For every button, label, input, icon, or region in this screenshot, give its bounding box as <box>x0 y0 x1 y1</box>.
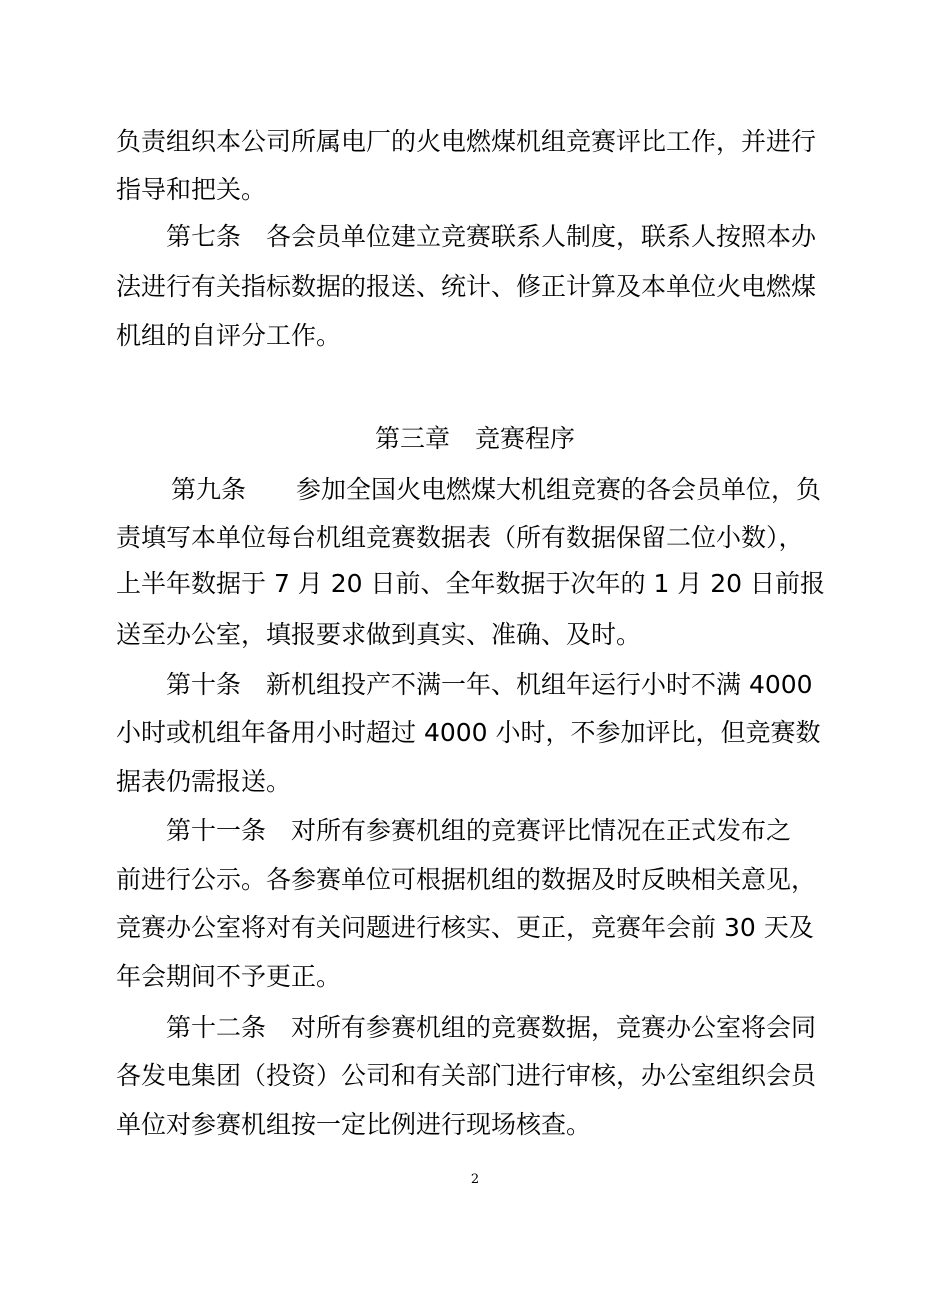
text-line: 年会期间不予更正。 <box>116 962 342 991</box>
text-line: 送至办公室，填报要求做到真实、准确、及时。 <box>116 620 642 649</box>
article-10-line: 第十条 新机组投产不满一年、机组年运行小时不满 4000 <box>166 670 813 699</box>
text-line: 单位对参赛机组按一定比例进行现场核查。 <box>116 1110 592 1139</box>
text-line: 小时或机组年备用小时超过 4000 小时，不参加评比，但竞赛数 <box>116 718 821 747</box>
text-line: 前进行公示。各参赛单位可根据机组的数据及时反映相关意见， <box>116 865 817 894</box>
text-line: 据表仍需报送。 <box>116 767 292 796</box>
text-line: 责填写本单位每台机组竞赛数据表（所有数据保留二位小数）， <box>116 523 804 552</box>
article-12-line: 第十二条 对所有参赛机组的竞赛数据，竞赛办公室将会同 <box>166 1013 817 1042</box>
text-line: 上半年数据于 7 月 20 日前、全年数据于次年的 1 月 20 日前报 <box>116 569 826 598</box>
text-line: 法进行有关指标数据的报送、统计、修正计算及本单位火电燃煤 <box>116 272 817 301</box>
article-9-line: 第九条 参加全国火电燃煤大机组竞赛的各会员单位，负 <box>171 475 822 504</box>
text-line: 指导和把关。 <box>116 175 267 204</box>
article-7-line: 第七条 各会员单位建立竞赛联系人制度，联系人按照本办 <box>166 222 817 251</box>
text-line: 负责组织本公司所属电厂的火电燃煤机组竞赛评比工作，并进行 <box>116 127 817 156</box>
chapter-title: 第三章 竞赛程序 <box>374 424 575 453</box>
text-line: 竞赛办公室将对有关问题进行核实、更正，竞赛年会前 30 天及 <box>116 913 814 942</box>
text-line: 机组的自评分工作。 <box>116 321 342 350</box>
page-number: 2 <box>470 1172 480 1187</box>
text-line: 各发电集团（投资）公司和有关部门进行审核，办公室组织会员 <box>116 1061 817 1090</box>
article-11-line: 第十一条 对所有参赛机组的竞赛评比情况在正式发布之 <box>166 816 792 845</box>
